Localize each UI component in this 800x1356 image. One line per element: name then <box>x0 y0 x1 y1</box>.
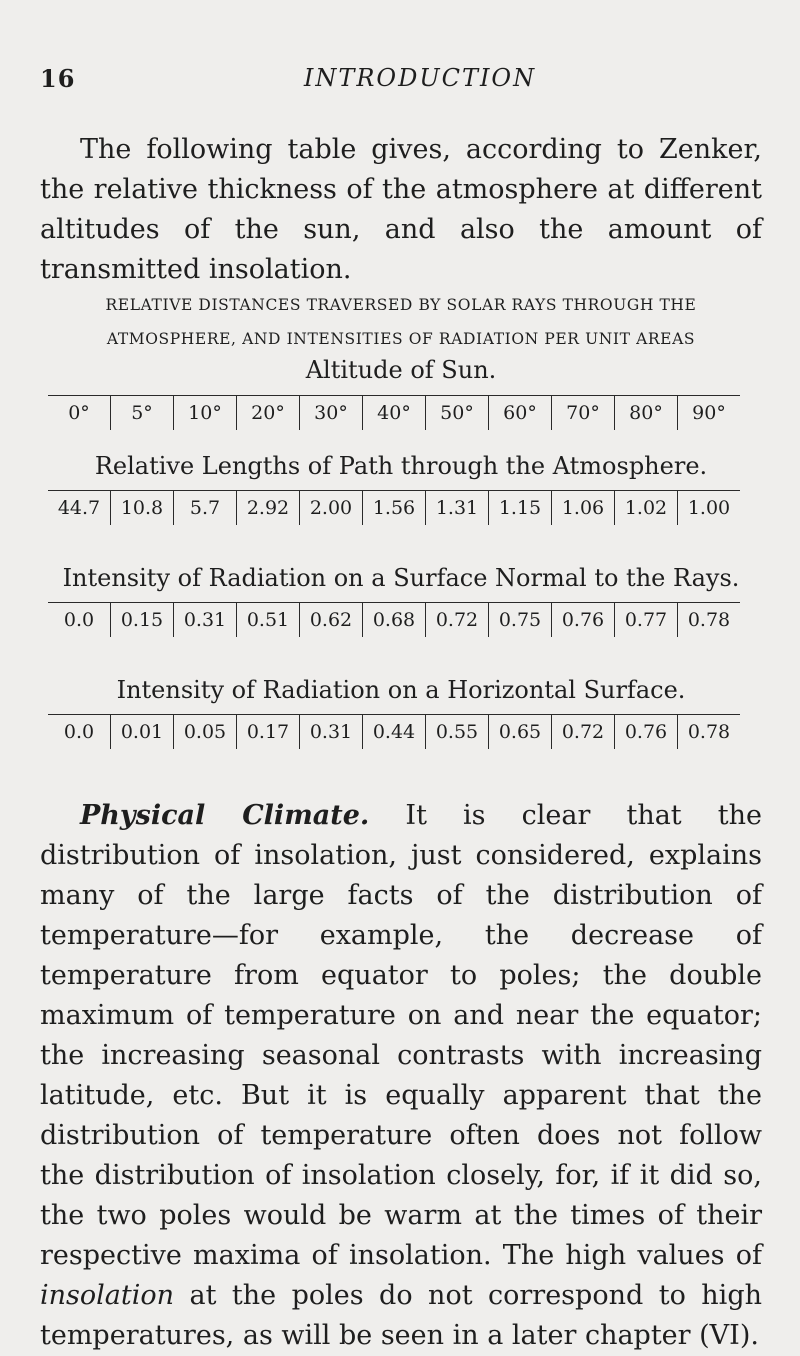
table-cell: 0.76 <box>551 603 614 637</box>
section-lead: Physical Climate. <box>80 800 370 831</box>
table-cell: 0.72 <box>425 603 488 637</box>
table-cell: 0.78 <box>677 603 740 637</box>
table-cell: 0.44 <box>362 715 425 749</box>
table-cell: 1.02 <box>614 491 677 525</box>
table-cell: 0.62 <box>299 603 362 637</box>
table-cell: 0.31 <box>299 715 362 749</box>
table-cell: 20° <box>236 396 299 430</box>
page-number: 16 <box>40 64 76 93</box>
table-cell: 0.0 <box>63 721 95 743</box>
table-cell: 0.78 <box>677 715 740 749</box>
table-cell: 0.68 <box>362 603 425 637</box>
table-cell: 5.7 <box>173 491 236 525</box>
section-heading-horizontal-intensity: Intensity of Radiation on a Horizontal Surface. <box>116 676 686 704</box>
paragraph-text: It is clear that the distribution of insolation, just considered, explains many of the large facts of the distribution of temperature—for example, the decrease of temperature from equator to poles; the double maximum of temperature on and near the equator; the increasing seasonal contrasts with increasing latitude, etc. But it is equally apparent that the distribution of temperature often does not follow the distribution of insolation closely, for, if it did so, the two poles would be warm at the times of their respective maxima of insolation. The high values of <box>40 800 762 1271</box>
table-cell: 0.65 <box>488 715 551 749</box>
intro-paragraph: The following table gives, according to Zenker, the relative thickness of the atmosphere at different altitudes of the sun, and also the amount of transmitted insolation. <box>40 134 762 285</box>
altitude-row <box>48 395 740 430</box>
table-cell: 30° <box>299 396 362 430</box>
table-cell: 1.56 <box>362 491 425 525</box>
table-cell: 0.75 <box>488 603 551 637</box>
table-cell: 0.55 <box>425 715 488 749</box>
table-cell: 0.77 <box>614 603 677 637</box>
table-cell: 0.0 <box>63 609 95 631</box>
page-header <box>40 64 760 94</box>
table-cell: 2.92 <box>236 491 299 525</box>
table-cell: 50° <box>425 396 488 430</box>
path-length-row <box>48 490 740 525</box>
table-cell: 5° <box>110 396 173 430</box>
section-heading-normal-intensity: Intensity of Radiation on a Surface Normal to the Rays. <box>62 564 740 592</box>
table-cell: 10° <box>173 396 236 430</box>
table-cell: 2.00 <box>299 491 362 525</box>
table-cell: 0.76 <box>614 715 677 749</box>
paragraph-text: at the poles do not correspond to high temperatures, as will be seen in a later chapter (VI). <box>40 1280 762 1351</box>
table-cell: 0.31 <box>173 603 236 637</box>
normal-intensity-row <box>48 602 740 637</box>
table-cell: 10.8 <box>110 491 173 525</box>
table-cell: 0.17 <box>236 715 299 749</box>
table-cell: 1.15 <box>488 491 551 525</box>
table-cell: 1.31 <box>425 491 488 525</box>
table-cell: 70° <box>551 396 614 430</box>
table-cell: 0.01 <box>110 715 173 749</box>
table-cell: 0° <box>68 402 90 424</box>
table-cell: 90° <box>677 396 740 430</box>
caption-line-2: ATMOSPHERE, AND INTENSITIES OF RADIATION PER UNIT AREAS <box>106 330 696 348</box>
horizontal-intensity-row <box>48 714 740 749</box>
altitude-heading: Altitude of Sun. <box>305 356 497 384</box>
table-cell: 0.51 <box>236 603 299 637</box>
table-cell: 60° <box>488 396 551 430</box>
table-cell: 40° <box>362 396 425 430</box>
table-cell: 1.06 <box>551 491 614 525</box>
table-cell: 0.05 <box>173 715 236 749</box>
climate-paragraph <box>40 796 762 1356</box>
table-cell: 80° <box>614 396 677 430</box>
table-cell: 0.72 <box>551 715 614 749</box>
table-cell: 1.00 <box>677 491 740 525</box>
table-caption <box>40 288 762 356</box>
caption-line-1: RELATIVE DISTANCES TRAVERSED BY SOLAR RAYS THROUGH THE <box>105 296 697 314</box>
running-title: INTRODUCTION <box>303 64 537 92</box>
table-cell: 44.7 <box>57 497 101 519</box>
emphasized-term: insolation <box>40 1280 174 1311</box>
section-heading-path-length: Relative Lengths of Path through the Atmosphere. <box>94 452 708 480</box>
table-cell: 0.15 <box>110 603 173 637</box>
